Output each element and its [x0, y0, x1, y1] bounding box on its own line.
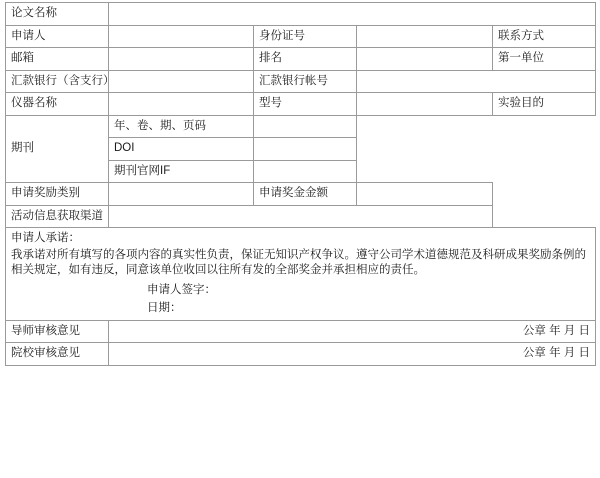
table-row [6, 115, 596, 138]
table-row [6, 25, 596, 48]
rank-label: 排名 [254, 48, 357, 71]
table-row [6, 48, 596, 71]
bank-account-value-field[interactable] [357, 70, 596, 93]
info-channel-label: 活动信息获取渠道 [6, 205, 109, 228]
application-form-table [5, 2, 596, 366]
tutor-opinion-label: 导师审核意见 [6, 320, 109, 343]
table-row [6, 228, 596, 321]
school-opinion-field[interactable] [109, 343, 596, 366]
journal-if-label: 期刊官网IF [109, 160, 254, 183]
school-day-label: 日 [578, 347, 590, 360]
id-number-label: 身份证号 [254, 25, 357, 48]
table-row [6, 320, 596, 343]
info-channel-extra-cell [493, 205, 596, 228]
bank-label: 汇款银行（含支行） [6, 70, 109, 93]
table-row [6, 343, 596, 366]
rank-value-field[interactable] [357, 48, 493, 71]
journal-if-value-field[interactable] [254, 160, 357, 183]
instrument-label: 仪器名称 [6, 93, 109, 116]
bank-value-field[interactable] [109, 70, 254, 93]
tutor-year-label: 年 [549, 324, 561, 337]
doi-value-field[interactable] [254, 138, 357, 161]
paper-title-label: 论文名称 [6, 3, 109, 26]
school-seal-label: 公章 [522, 347, 546, 360]
year-volume-value-field[interactable] [254, 115, 357, 138]
commitment-date-label: 日期： [147, 302, 182, 315]
tutor-opinion-field[interactable] [109, 320, 596, 343]
first-unit-label: 第一单位 [493, 48, 596, 71]
contact-label: 联系方式 [493, 25, 596, 48]
applicant-label: 申请人 [6, 25, 109, 48]
table-row [6, 183, 596, 206]
email-value-field[interactable] [109, 48, 254, 71]
year-volume-label: 年、卷、期、页码 [109, 115, 254, 138]
award-amount-value-field[interactable] [357, 183, 493, 206]
info-channel-value-field[interactable] [109, 205, 493, 228]
tutor-day-label: 日 [578, 324, 590, 337]
id-number-value-field[interactable] [357, 25, 493, 48]
award-amount-label: 申请奖金金额 [254, 183, 357, 206]
commitment-title: 申请人承诺： [11, 232, 80, 245]
instrument-value-field[interactable] [109, 93, 254, 116]
award-extra-cell [493, 183, 596, 206]
commitment-paragraph: 我承诺对所有填写的各项内容的真实性负责，保证无知识产权争议。遵守公司学术道德规范及科研成果奖励条例的相关规定，如有违反，同意该单位收回以往所有发的全部奖金并承担相应的责任。 [11, 248, 586, 277]
journal-extra-cell-1 [357, 115, 596, 138]
model-value-field[interactable] [357, 93, 493, 116]
applicant-value-field[interactable] [109, 25, 254, 48]
award-type-label: 申请奖励类别 [6, 183, 109, 206]
applicant-signature-label: 申请人签字： [147, 283, 216, 296]
paper-title-value-field[interactable] [109, 3, 596, 26]
email-label: 邮箱 [6, 48, 109, 71]
award-type-value-field[interactable] [109, 183, 254, 206]
table-row [6, 3, 596, 26]
experiment-purpose-label: 实验目的 [493, 93, 596, 116]
table-row [6, 70, 596, 93]
school-month-label: 月 [563, 347, 576, 360]
application-form-document [0, 2, 600, 478]
journal-label: 期刊 [6, 115, 109, 183]
school-year-label: 年 [549, 347, 561, 360]
doi-label: DOI [109, 138, 254, 161]
journal-extra-cell-2 [357, 138, 596, 161]
table-row [6, 93, 596, 116]
table-row [6, 205, 596, 228]
tutor-seal-label: 公章 [522, 324, 546, 337]
bank-account-label: 汇款银行帐号 [254, 70, 357, 93]
model-label: 型号 [254, 93, 357, 116]
tutor-month-label: 月 [563, 324, 576, 337]
commitment-block [6, 228, 596, 321]
school-opinion-label: 院校审核意见 [6, 343, 109, 366]
journal-extra-cell-3 [357, 160, 596, 183]
